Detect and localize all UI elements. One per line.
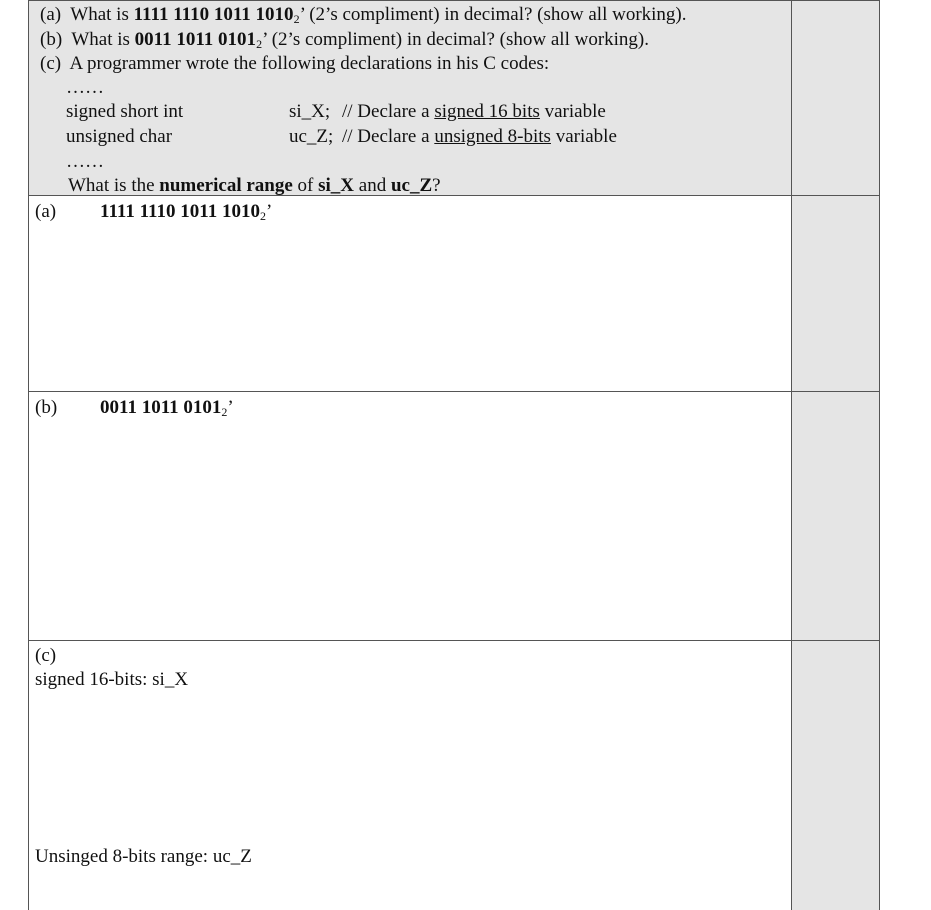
question-c-label: (c): [40, 53, 62, 74]
answer-a-space[interactable]: [29, 228, 791, 390]
range-q-var1: si_X: [318, 175, 355, 196]
decl2-var: uc_Z;: [289, 126, 334, 147]
decl1-comment-post: variable: [544, 101, 606, 122]
answer-a-label: (a): [35, 201, 57, 222]
range-q-var2: uc_Z: [390, 175, 433, 196]
code-dots-top: ……: [66, 77, 104, 98]
answer-b-label: (b): [35, 397, 58, 418]
row-divider-b: [28, 640, 880, 641]
decl2-comment-pre: // Declare a: [342, 126, 430, 147]
range-q-and: and: [358, 175, 387, 196]
decl2-comment: [342, 125, 617, 149]
answer-c-signed-space[interactable]: [29, 694, 791, 839]
question-a: [40, 3, 687, 27]
answer-a-tick: ’: [265, 201, 273, 222]
answer-c-signed: signed 16-bits: si_X: [35, 669, 189, 690]
decl2-comment-underline: unsigned 8-bits: [434, 126, 551, 147]
answer-c-label: (c): [35, 645, 57, 666]
row-divider-a: [28, 391, 880, 392]
answer-c-unsigned-space[interactable]: [29, 872, 791, 910]
question-b-label: (b): [40, 29, 63, 50]
answer-a-heading: [100, 200, 272, 224]
question-a-rest: (2’s compliment) in decimal? (show all working).: [304, 4, 687, 25]
code-dots-bottom: ……: [66, 151, 104, 172]
question-b-rest: (2’s compliment) in decimal? (show all working).: [266, 29, 650, 50]
answer-b-base: 2: [221, 405, 228, 419]
question-b: [40, 28, 649, 52]
question-b-binary: 0011 1011 0101: [134, 29, 257, 50]
answer-b-tick: ’: [227, 397, 234, 418]
range-q-bold: numerical range: [159, 175, 293, 196]
marks-column-divider: [791, 0, 792, 910]
range-q-end: ?: [432, 175, 441, 196]
question-a-base: 2: [293, 12, 300, 26]
decl1-comment-underline: signed 16 bits: [434, 101, 540, 122]
answer-a-base: 2: [259, 209, 266, 223]
answer-b-space[interactable]: [29, 424, 791, 639]
answer-b-binary: 0011 1011 0101: [100, 397, 222, 418]
question-b-prefix: What is: [71, 29, 130, 50]
question-a-prefix: What is: [70, 4, 129, 25]
decl1-comment: [342, 100, 606, 124]
question-c-intro: A programmer wrote the following declarations in his C codes:: [69, 53, 550, 74]
answer-b-heading: [100, 396, 234, 420]
marks-column-shade: [791, 0, 880, 910]
range-q-pre: What is the: [68, 175, 155, 196]
decl1-comment-pre: // Declare a: [342, 101, 430, 122]
question-b-base: 2: [256, 37, 263, 51]
answer-c-unsigned: Unsinged 8-bits range: uc_Z: [35, 846, 252, 867]
decl1-var: si_X;: [289, 101, 331, 122]
decl2-comment-post: variable: [555, 126, 617, 147]
top-border: [28, 0, 880, 1]
question-c-range: [68, 174, 441, 198]
question-c: [40, 52, 549, 76]
question-a-label: (a): [40, 4, 62, 25]
range-q-mid: of: [297, 175, 314, 196]
right-border: [879, 0, 880, 910]
question-b-tick: ’: [262, 29, 267, 50]
answer-a-binary: 1111 1110 1011 1010: [100, 201, 260, 222]
question-sheet: [28, 0, 880, 910]
decl1-type: signed short int: [66, 101, 184, 122]
question-a-tick: ’: [299, 4, 305, 25]
question-a-binary: 1111 1110 1011 1010: [133, 4, 294, 25]
decl2-type: unsigned char: [66, 126, 173, 147]
